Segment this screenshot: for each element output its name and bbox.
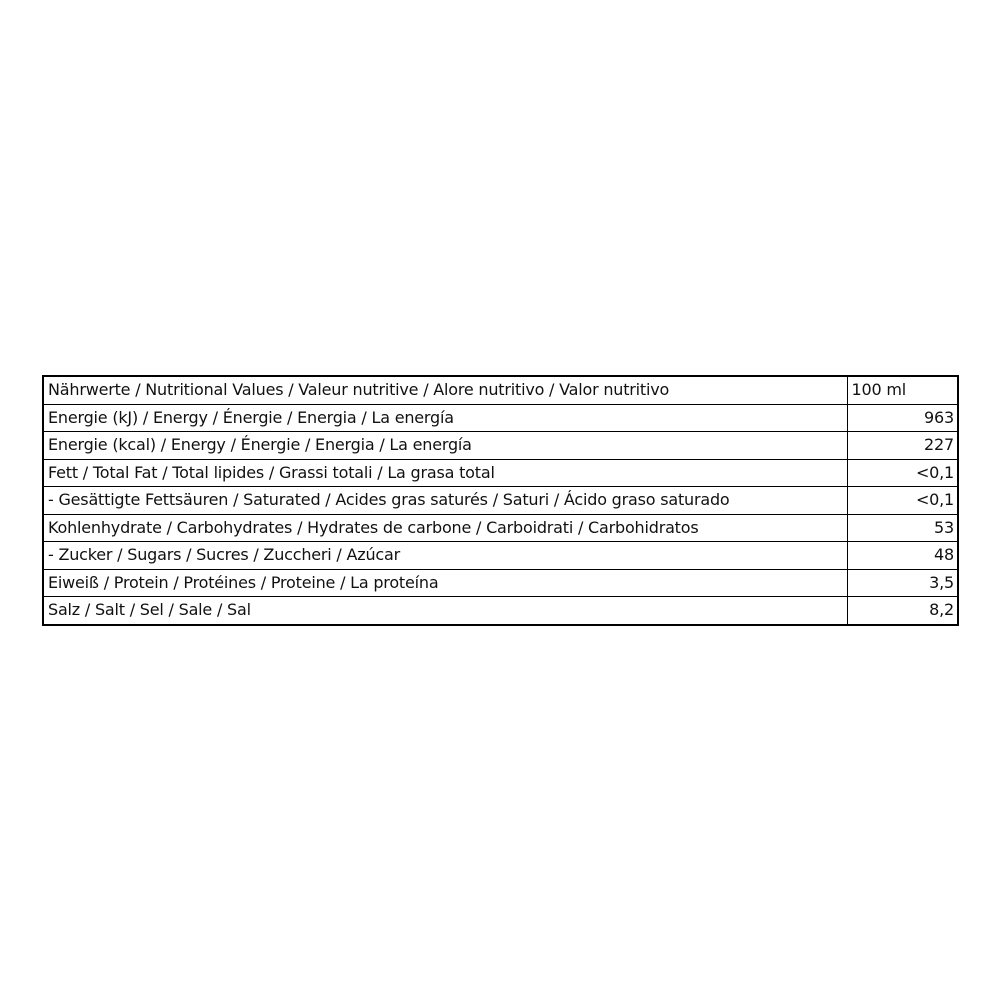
nutrient-value: 48 — [847, 542, 958, 570]
nutrient-label: Kohlenhydrate / Carbohydrates / Hydrates de carbone / Carboidrati / Carbohidratos — [43, 514, 847, 542]
nutrient-label: Energie (kJ) / Energy / Énergie / Energia / La energía — [43, 404, 847, 432]
table-row — [43, 432, 958, 460]
nutrient-label: - Zucker / Sugars / Sucres / Zuccheri / Azúcar — [43, 542, 847, 570]
table-row — [43, 487, 958, 515]
table-row — [43, 569, 958, 597]
nutrient-value: <0,1 — [847, 487, 958, 515]
nutrient-value: 3,5 — [847, 569, 958, 597]
table-row — [43, 404, 958, 432]
header-unit: 100 ml — [847, 376, 958, 404]
table-row — [43, 542, 958, 570]
nutrient-value: 53 — [847, 514, 958, 542]
table-header-row — [43, 376, 958, 404]
table-row — [43, 514, 958, 542]
nutrient-label: - Gesättigte Fettsäuren / Saturated / Acides gras saturés / Saturi / Ácido graso saturado — [43, 487, 847, 515]
nutrition-table — [42, 375, 959, 626]
nutrient-value: <0,1 — [847, 459, 958, 487]
nutrient-label: Eiweiß / Protein / Protéines / Proteine / La proteína — [43, 569, 847, 597]
table-row — [43, 597, 958, 625]
header-label: Nährwerte / Nutritional Values / Valeur nutritive / Alore nutritivo / Valor nutritivo — [43, 376, 847, 404]
nutrient-value: 227 — [847, 432, 958, 460]
table-row — [43, 459, 958, 487]
nutrient-label: Fett / Total Fat / Total lipides / Grassi totali / La grasa total — [43, 459, 847, 487]
nutrient-label: Energie (kcal) / Energy / Énergie / Energia / La energía — [43, 432, 847, 460]
nutrient-value: 963 — [847, 404, 958, 432]
nutrient-label: Salz / Salt / Sel / Sale / Sal — [43, 597, 847, 625]
nutrient-value: 8,2 — [847, 597, 958, 625]
